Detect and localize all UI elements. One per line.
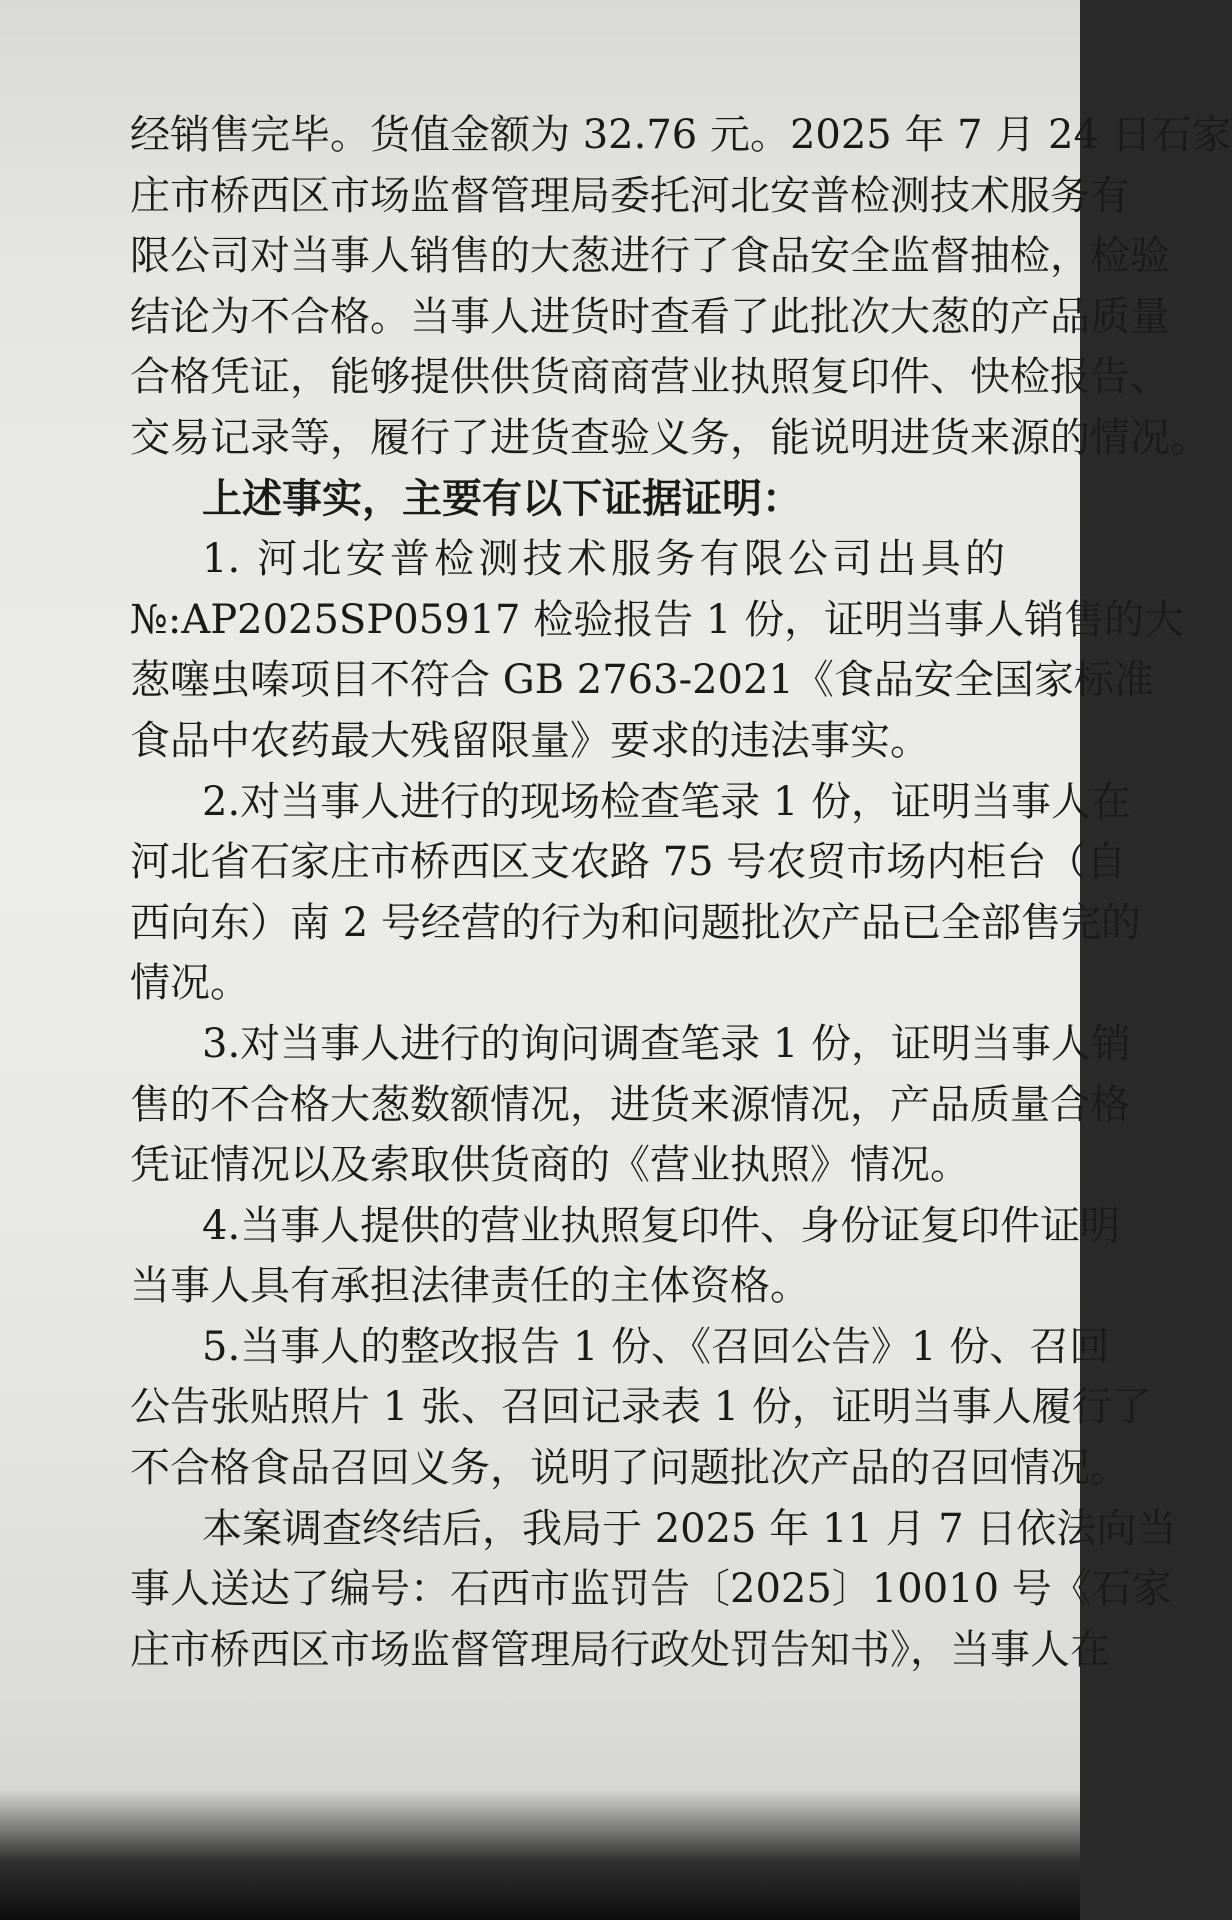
text-line: 西向东）南 2 号经营的行为和问题批次产品已全部售完的	[130, 899, 1141, 946]
text-line: №:AP2025SP05917 检验报告 1 份，证明当事人销售的大	[130, 596, 1185, 643]
text-line: 3.对当事人进行的询问调查笔录 1 份，证明当事人销	[202, 1020, 1132, 1067]
text-line: 公告张贴照片 1 张、召回记录表 1 份，证明当事人履行了	[130, 1384, 1152, 1431]
text-line: 事人送达了编号：石西市监罚告〔2025〕10010 号《石家	[130, 1566, 1172, 1613]
text-line: 庄市桥西区市场监督管理局行政处罚告知书》，当事人在	[130, 1626, 1110, 1673]
text-line: 凭证情况以及索取供货商的《营业执照》情况。	[130, 1142, 970, 1189]
text-line: 上述事实，主要有以下证据证明：	[202, 474, 802, 522]
text-line: 河北省石家庄市桥西区支农路 75 号农贸市场内柜台（自	[130, 839, 1127, 886]
photo-bottom-shadow	[0, 1790, 1080, 1920]
text-line: 本案调查终结后，我局于 2025 年 11 月 7 日依法向当	[202, 1505, 1177, 1552]
text-line: 情况。	[130, 960, 250, 1007]
text-line: 2.对当事人进行的现场检查笔录 1 份，证明当事人在	[202, 778, 1132, 825]
text-line: 食品中农药最大残留限量》要求的违法事实。	[130, 717, 930, 764]
text-line: 限公司对当事人销售的大葱进行了食品安全监督抽检，检验	[130, 233, 1170, 280]
text-line: 1. 河北安普检测技术服务有限公司出具的	[202, 536, 1005, 583]
text-line: 葱噻虫嗪项目不符合 GB 2763-2021《食品安全国家标准	[130, 657, 1154, 704]
text-line: 不合格食品召回义务，说明了问题批次产品的召回情况。	[130, 1445, 1130, 1492]
document-body	[130, 110, 1232, 1685]
text-line: 合格凭证，能够提供供货商商营业执照复印件、快检报告、	[130, 354, 1170, 401]
text-line: 结论为不合格。当事人进货时查看了此批次大葱的产品质量	[130, 293, 1170, 340]
text-line: 庄市桥西区市场监督管理局委托河北安普检测技术服务有	[130, 172, 1130, 219]
text-line: 交易记录等，履行了进货查验义务，能说明进货来源的情况。	[130, 414, 1210, 461]
text-line: 售的不合格大葱数额情况，进货来源情况，产品质量合格	[130, 1081, 1130, 1128]
text-line: 经销售完毕。货值金额为 32.76 元。2025 年 7 月 24 日石家	[130, 112, 1232, 158]
text-line: 5.当事人的整改报告 1 份、《召回公告》1 份、召回	[202, 1323, 1110, 1370]
text-line: 当事人具有承担法律责任的主体资格。	[130, 1263, 810, 1310]
text-line: 4.当事人提供的营业执照复印件、身份证复印件证明	[202, 1202, 1121, 1249]
